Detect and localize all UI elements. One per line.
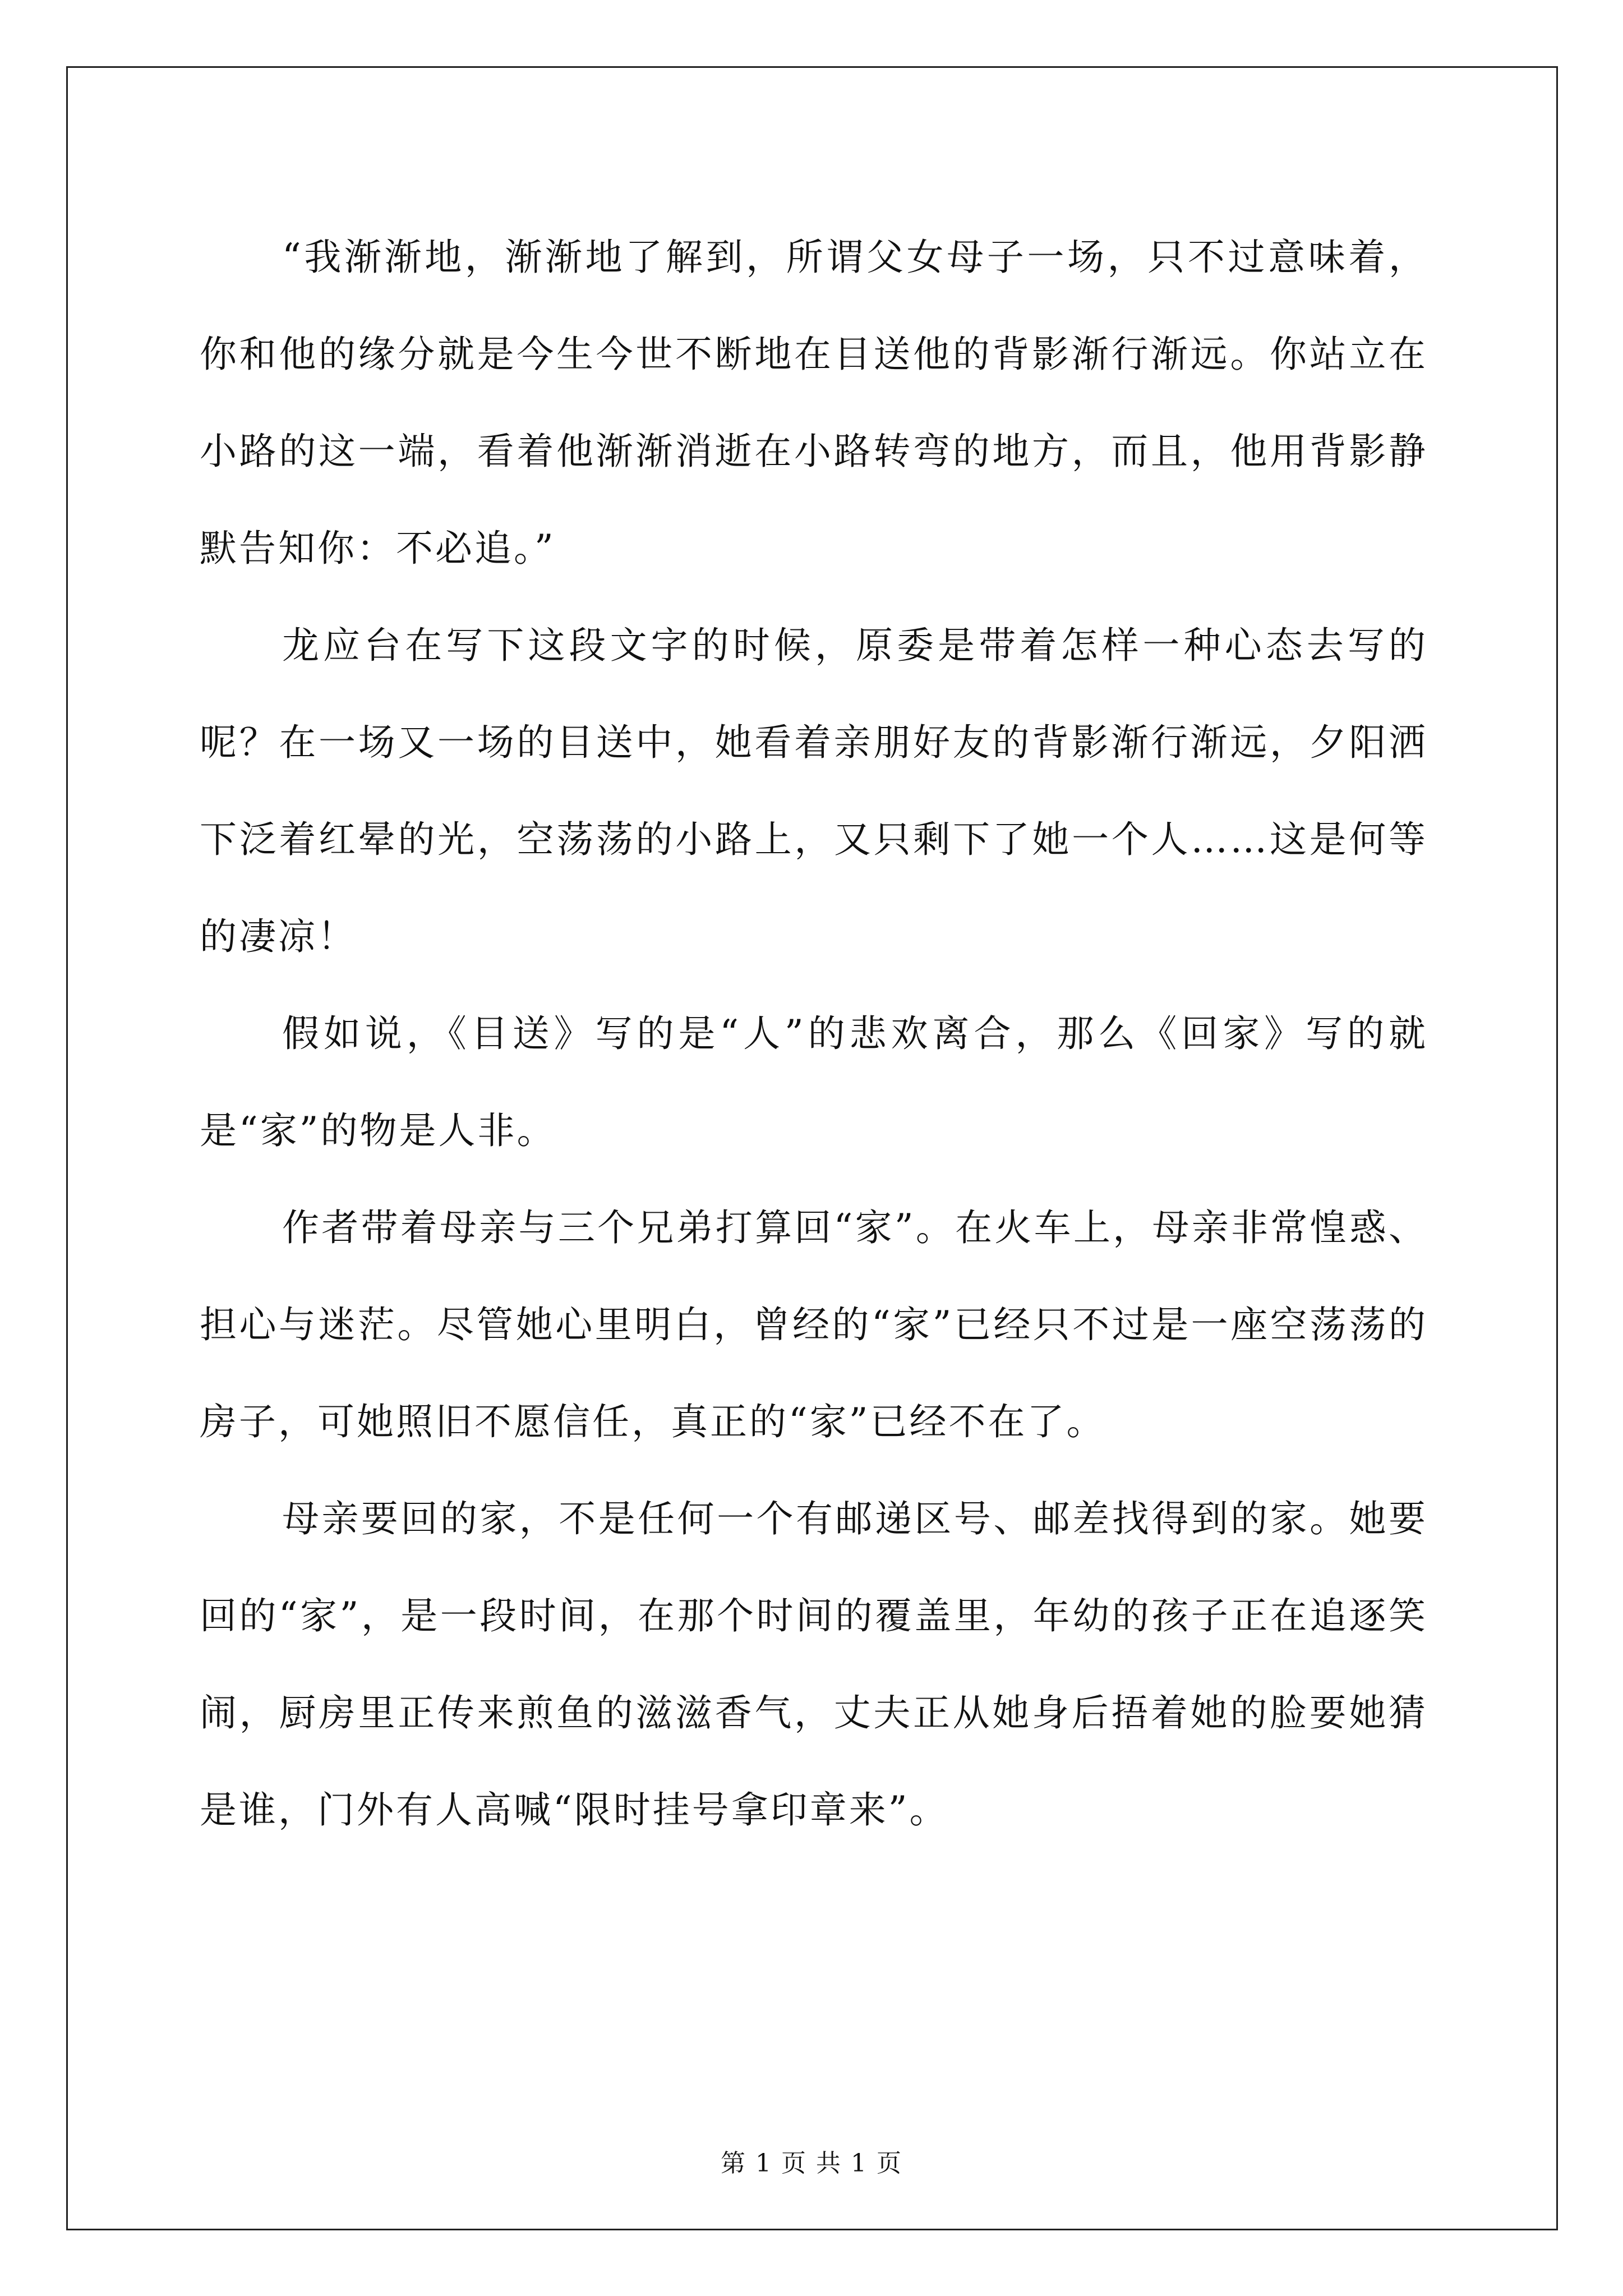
document-body: [200, 209, 1428, 1858]
paragraph-trip-home: 作者带着母亲与三个兄弟打算回“家”。在火车上，母亲非常惶惑、担心与迷茫。尽管她心里明白，曾经的“家”已经只不过是一座空荡荡的房子，可她照旧不愿信任，真正的“家”已经不在了。: [200, 1206, 1428, 1443]
paragraph-quote: “我渐渐地，渐渐地了解到，所谓父女母子一场，只不过意味着，你和他的缘分就是今生今世不断地在目送他的背影渐行渐远。你站立在小路的这一端，看着他渐渐消逝在小路转弯的地方，而且，他用背影静默告知你：不必追。”: [200, 236, 1428, 570]
paragraph-mothers-home: 母亲要回的家，不是任何一个有邮递区号、邮差找得到的家。她要回的“家”，是一段时间，在那个时间的覆盖里，年幼的孩子正在追逐笑闹，厨房里正传来煎鱼的滋滋香气，丈夫正从她身后捂着她的脸要她猜是谁，门外有人高喊“限时挂号拿印章来”。: [200, 1497, 1428, 1832]
paragraph-reflection: 龙应台在写下这段文字的时候，原委是带着怎样一种心态去写的呢？在一场又一场的目送中，她看着亲朋好友的背影渐行渐远，夕阳洒下泛着红晕的光，空荡荡的小路上，又只剩下了她一个人……这是何等的凄凉！: [200, 624, 1428, 958]
paragraph-comparison: 假如说，《目送》写的是“人”的悲欢离合，那么《回家》写的就是“家”的物是人非。: [200, 1012, 1428, 1152]
page-number: 第 1 页 共 1 页: [721, 2149, 902, 2178]
